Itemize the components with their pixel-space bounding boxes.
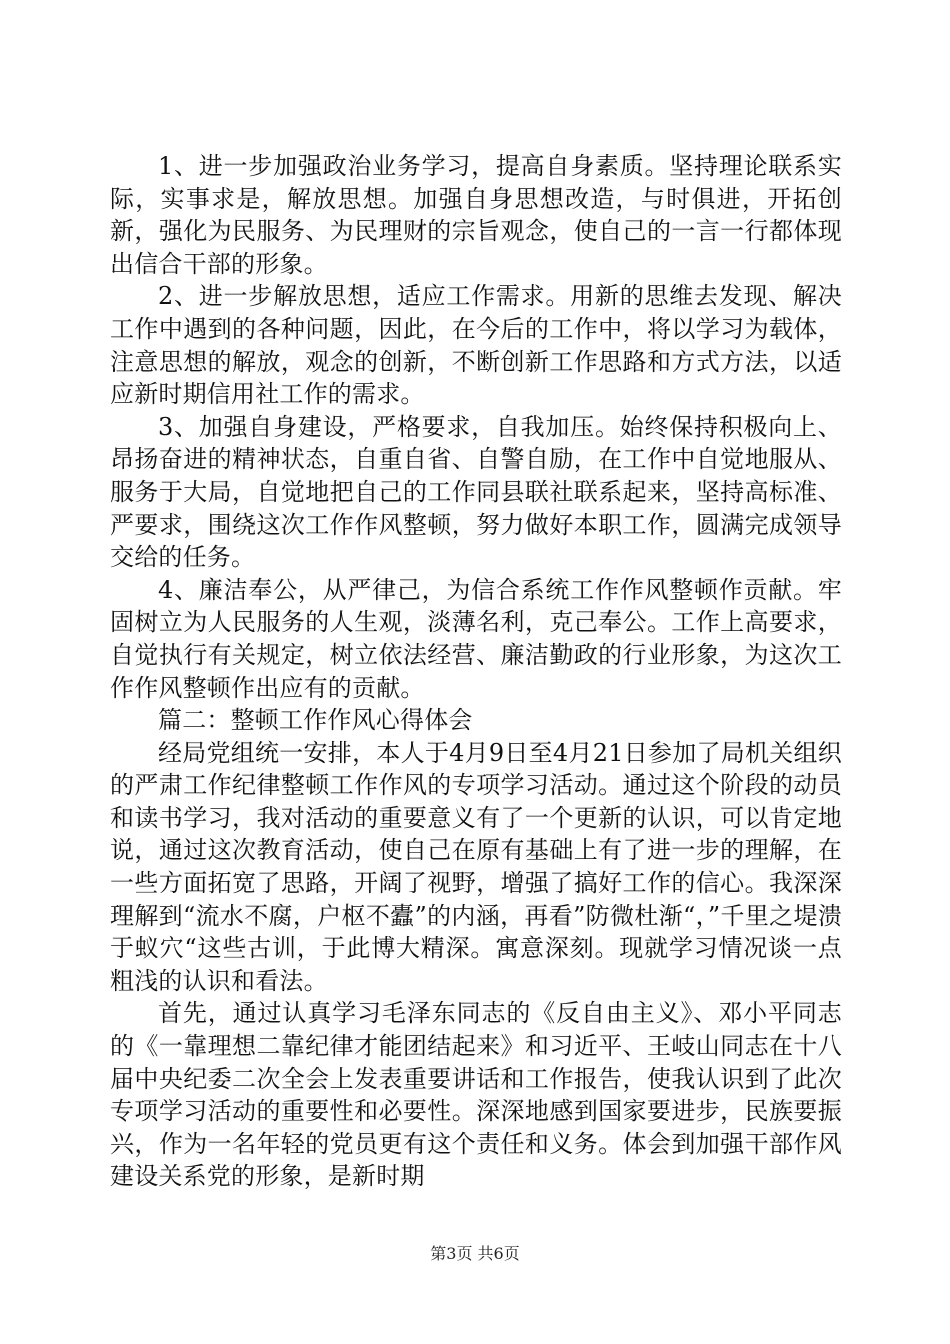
page-footer: 第3页 共6页 [430, 1244, 520, 1263]
paragraph-1: 1、进一步加强政治业务学习，提高自身素质。坚持理论联系实际，实事求是，解放思想。加强自身思想改造，与时俱进，开拓创新，强化为民服务、为民理财的宗旨观念，使自己的一言一行都体现出信合干部的形象。 [110, 152, 842, 278]
document-body [110, 150, 842, 1193]
section-paragraph-2: 首先，通过认真学习毛泽东同志的《反自由主义》、邓小平同志的《一靠理想二靠纪律才能团结起来》和习近平、王岐山同志在十八届中央纪委二次全会上发表重要讲话和工作报告，使我认识到了此次专项学习活动的重要性和必要性。深深地感到国家要进步，民族要振兴，作为一名年轻的党员更有这个责任和义务。体会到加强干部作风建设关系党的形象，是新时期 [110, 999, 842, 1191]
paragraph-2: 2、进一步解放思想，适应工作需求。用新的思维去发现、解决工作中遇到的各种问题，因此，在今后的工作中，将以学习为载体，注意思想的解放，观念的创新，不断创新工作思路和方式方法，以适应新时期信用社工作的需求。 [110, 282, 842, 409]
section-paragraph-1: 经局党组统一安排，本人于4月9日至4月21日参加了局机关组织的严肃工作纪律整顿工作作风的专项学习活动。通过这个阶段的动员和读书学习，我对活动的重要意义有了一个更新的认识，可以肯定地说，通过这次教育活动，使自己在原有基础上有了进一步的理解，在一些方面拓宽了思路，开阔了视野，增强了搞好工作的信心。我深深理解到“流水不腐，户枢不蠹”的内涵，再看”防微杜渐“，”千里之堤溃于蚁穴“这些古训，于此博大精深。寓意深刻。现就学习情况谈一点粗浅的认识和看法。 [110, 738, 842, 995]
section-heading: 篇二：整顿工作作风心得体会 [158, 706, 473, 735]
paragraph-3: 3、加强自身建设，严格要求，自我加压。始终保持积极向上、昂扬奋进的精神状态，自重自省、自警自励，在工作中自觉地服从、服务于大局，自觉地把自己的工作同县联社联系起来，坚持高标准、严要求，围绕这次工作作风整顿，努力做好本职工作，圆满完成领导交给的任务。 [110, 412, 842, 572]
paragraph-4: 4、廉洁奉公，从严律己，为信合系统工作作风整顿作贡献。牢固树立为人民服务的人生观，淡薄名利，克己奉公。工作上高要求，自觉执行有关规定，树立依法经营、廉洁勤政的行业形象，为这次工作作风整顿作出应有的贡献。 [110, 575, 842, 702]
